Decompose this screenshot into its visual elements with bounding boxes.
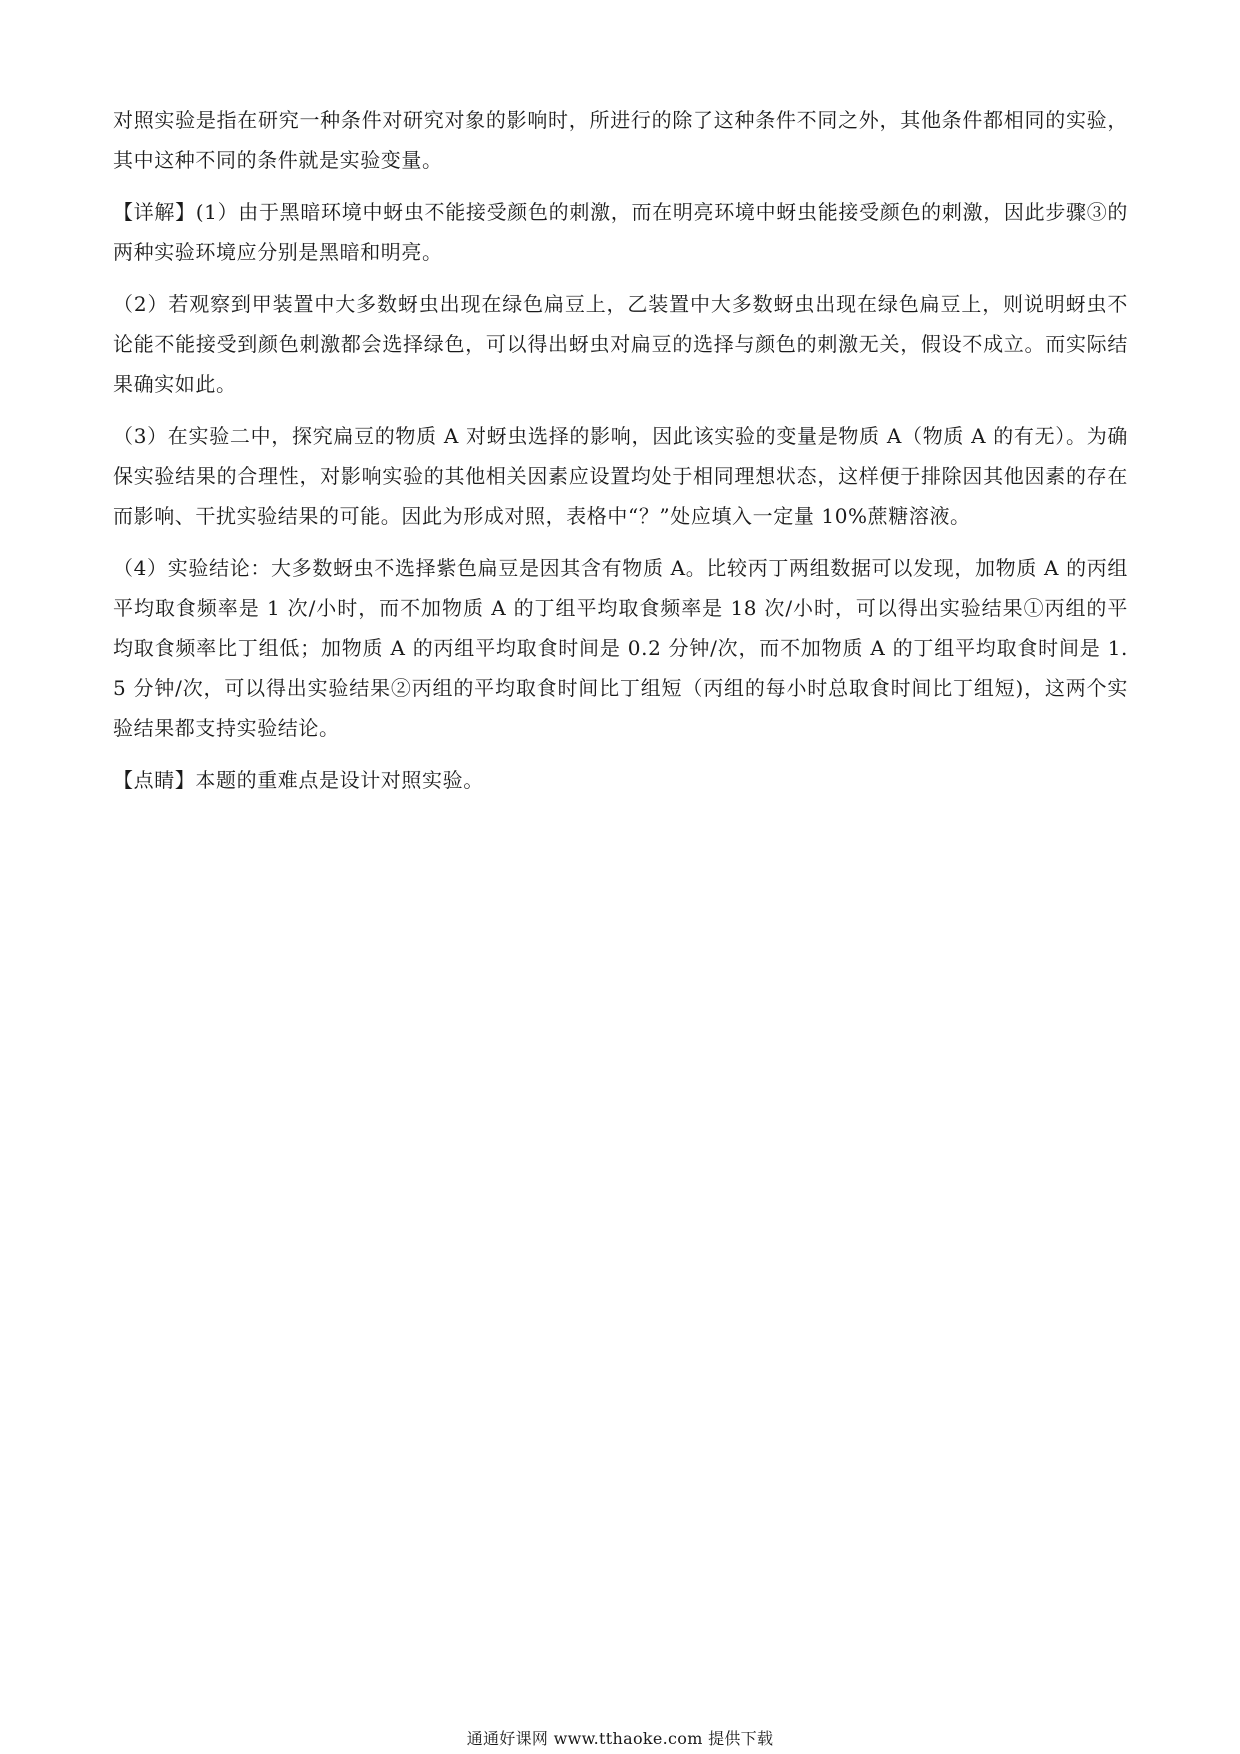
paragraph-explanation-3: （3）在实验二中，探究扁豆的物质 A 对蚜虫选择的影响，因此该实验的变量是物质 A（物质 A 的有无）。为确保实验结果的合理性，对影响实验的其他相关因素应设置均处于相同理想状态，这样便于排除因其他因素的存在而影响、干扰实验结果的可能。因此为形成对照，表格中“？”处应填入一定量 10%蔗糖溶液。 bbox=[113, 424, 1128, 528]
page-footer: 通通好课网 www.tthaoke.com 提供下载 bbox=[466, 1729, 774, 1748]
paragraph-explanation-4: （4）实验结论：大多数蚜虫不选择紫色扁豆是因其含有物质 A。比较丙丁两组数据可以发现，加物质 A 的丙组平均取食频率是 1 次/小时，而不加物质 A 的丁组平均取食频率是 18 次/小时，可以得出实验结果①丙组的平均取食频率比丁组低；加物质 A 的丙组平均取食时间是 0.2 分钟/次，而不加物质 A 的丁组平均取食时间是 1.5 分钟/次，可以得出实验结果②丙组的平均取食时间比丁组短（丙组的每小时总取食时间比丁组短)，这两个实验结果都支持实验结论。 bbox=[113, 556, 1128, 740]
paragraph-definition: 对照实验是指在研究一种条件对研究对象的影响时，所进行的除了这种条件不同之外，其他条件都相同的实验，其中这种不同的条件就是实验变量。 bbox=[113, 108, 1128, 172]
document-body bbox=[113, 100, 1128, 800]
paragraph-explanation-2: （2）若观察到甲装置中大多数蚜虫出现在绿色扁豆上，乙装置中大多数蚜虫出现在绿色扁豆上，则说明蚜虫不论能不能接受到颜色刺激都会选择绿色，可以得出蚜虫对扁豆的选择与颜色的刺激无关，假设不成立。而实际结果确实如此。 bbox=[113, 292, 1128, 396]
paragraph-key-point: 【点睛】本题的重难点是设计对照实验。 bbox=[113, 768, 484, 792]
paragraph-explanation-1: 【详解】(1）由于黑暗环境中蚜虫不能接受颜色的刺激，而在明亮环境中蚜虫能接受颜色的刺激，因此步骤③的两种实验环境应分别是黑暗和明亮。 bbox=[113, 200, 1128, 264]
